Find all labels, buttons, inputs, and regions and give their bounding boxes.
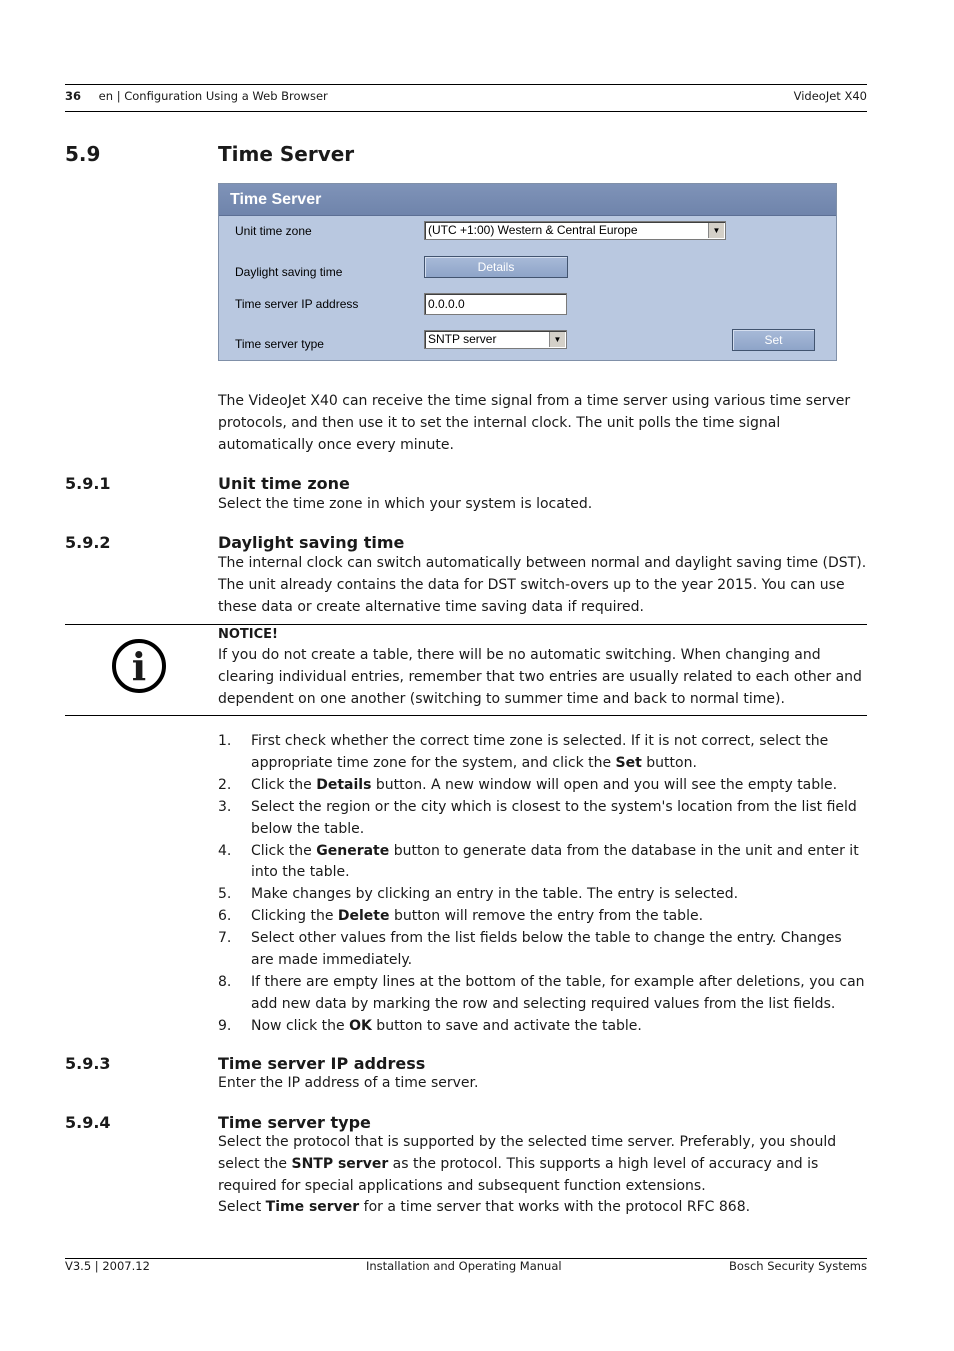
subsection-title-2: Daylight saving time xyxy=(218,533,405,552)
list-item: 5. Make changes by clicking an entry in the table. The entry is selected. xyxy=(218,886,739,903)
page-header xyxy=(65,89,328,103)
subsection-number-4: 5.9.4 xyxy=(65,1113,111,1132)
list-item: 6. Clicking the Delete button will remove the entry from the table. xyxy=(218,908,704,925)
subsection-number-3: 5.9.3 xyxy=(65,1054,111,1073)
header-rule-top xyxy=(65,84,867,85)
list-item: 7. Select other values from the list fields below the table to change the entry. Changes are made immediately. xyxy=(218,930,842,969)
section-number: 5.9 xyxy=(65,142,101,166)
section-title: Time Server xyxy=(218,142,355,166)
footer-company: Bosch Security Systems xyxy=(729,1259,867,1273)
notice-rule-bottom xyxy=(65,715,867,716)
list-item: 3. Select the region or the city which is closest to the system's location from the list field below the table. xyxy=(218,798,857,837)
subsection-text-4: Select the protocol that is supported by the selected time server. Preferably, you should select the SNTP server as the protocol. This supports a high level of accuracy and is required for special applications and subsequent function extensions. Select Time server for a time server that works with the protocol RFC 868. xyxy=(218,1134,837,1216)
subsection-title-1: Unit time zone xyxy=(218,474,350,493)
subsection-title-4: Time server type xyxy=(218,1113,371,1132)
subsection-text-3: Enter the IP address of a time server. xyxy=(218,1075,479,1091)
time-server-type-value: SNTP server xyxy=(428,332,497,346)
subsection-text-2: The internal clock can switch automatically between normal and daylight saving time (DST). The unit already contains the data for DST switch-overs up to the year 2015. You can use these data or create alternative time saving data if required. xyxy=(218,555,867,615)
header-rule-bottom xyxy=(65,111,867,112)
list-item: 1. First check whether the correct time zone is selected. If it is not correct, select the appropriate time zone for the system, and click the Set button. xyxy=(218,733,829,771)
time-server-type-select[interactable] xyxy=(424,330,567,349)
intro-paragraph: The VideoJet X40 can receive the time signal from a time server using various time server protocols, and then use it to set the internal clock. The unit polls the time signal automatically once every minute. xyxy=(218,393,851,453)
notice-rule-top xyxy=(65,624,867,625)
subsection-title-3: Time server IP address xyxy=(218,1054,426,1073)
unit-time-zone-select[interactable] xyxy=(424,221,726,240)
info-icon: i xyxy=(112,639,166,693)
header-product: VideoJet X40 xyxy=(793,89,867,103)
chevron-down-icon: ▼ xyxy=(708,223,724,238)
list-item: 2. Click the Details button. A new window will open and you will see the empty table. xyxy=(218,776,838,793)
list-item: 8. If there are empty lines at the bottom of the table, for example after deletions, you can add new data by marking the row and selecting required values from the list fields. xyxy=(218,973,865,1012)
notice-text: If you do not create a table, there will be no automatic switching. When changing and clearing individual entries, remember that two entries are usually related to each other and dependent on one another (switching to summer time and back to normal time). xyxy=(218,647,862,707)
panel-title: Time Server xyxy=(219,184,836,216)
time-server-type-label: Time server type xyxy=(235,337,324,351)
details-button[interactable]: Details xyxy=(424,256,568,278)
daylight-saving-label: Daylight saving time xyxy=(235,265,343,279)
time-server-panel xyxy=(218,183,837,361)
page-number: 36 xyxy=(65,89,82,103)
subsection-text-1: Select the time zone in which your system is located. xyxy=(218,496,593,512)
set-button[interactable]: Set xyxy=(732,329,815,351)
footer-version: V3.5 | 2007.12 xyxy=(65,1259,150,1273)
ip-address-label: Time server IP address xyxy=(235,297,359,311)
notice-title: NOTICE! xyxy=(218,627,278,642)
unit-time-zone-value: (UTC +1:00) Western & Central Europe xyxy=(428,223,638,237)
subsection-number-2: 5.9.2 xyxy=(65,533,111,552)
chevron-down-icon: ▼ xyxy=(549,332,565,347)
header-section-path: en | Configuration Using a Web Browser xyxy=(98,89,328,103)
footer-manual: Installation and Operating Manual xyxy=(366,1259,562,1273)
unit-time-zone-label: Unit time zone xyxy=(235,224,312,238)
steps-list xyxy=(218,731,868,1038)
subsection-number-1: 5.9.1 xyxy=(65,474,111,493)
list-item: 4. Click the Generate button to generate data from the database in the unit and enter it into the table. xyxy=(218,842,859,881)
ip-address-input[interactable]: 0.0.0.0 xyxy=(424,293,567,315)
list-item: 9. Now click the OK button to save and activate the table. xyxy=(218,1017,642,1034)
